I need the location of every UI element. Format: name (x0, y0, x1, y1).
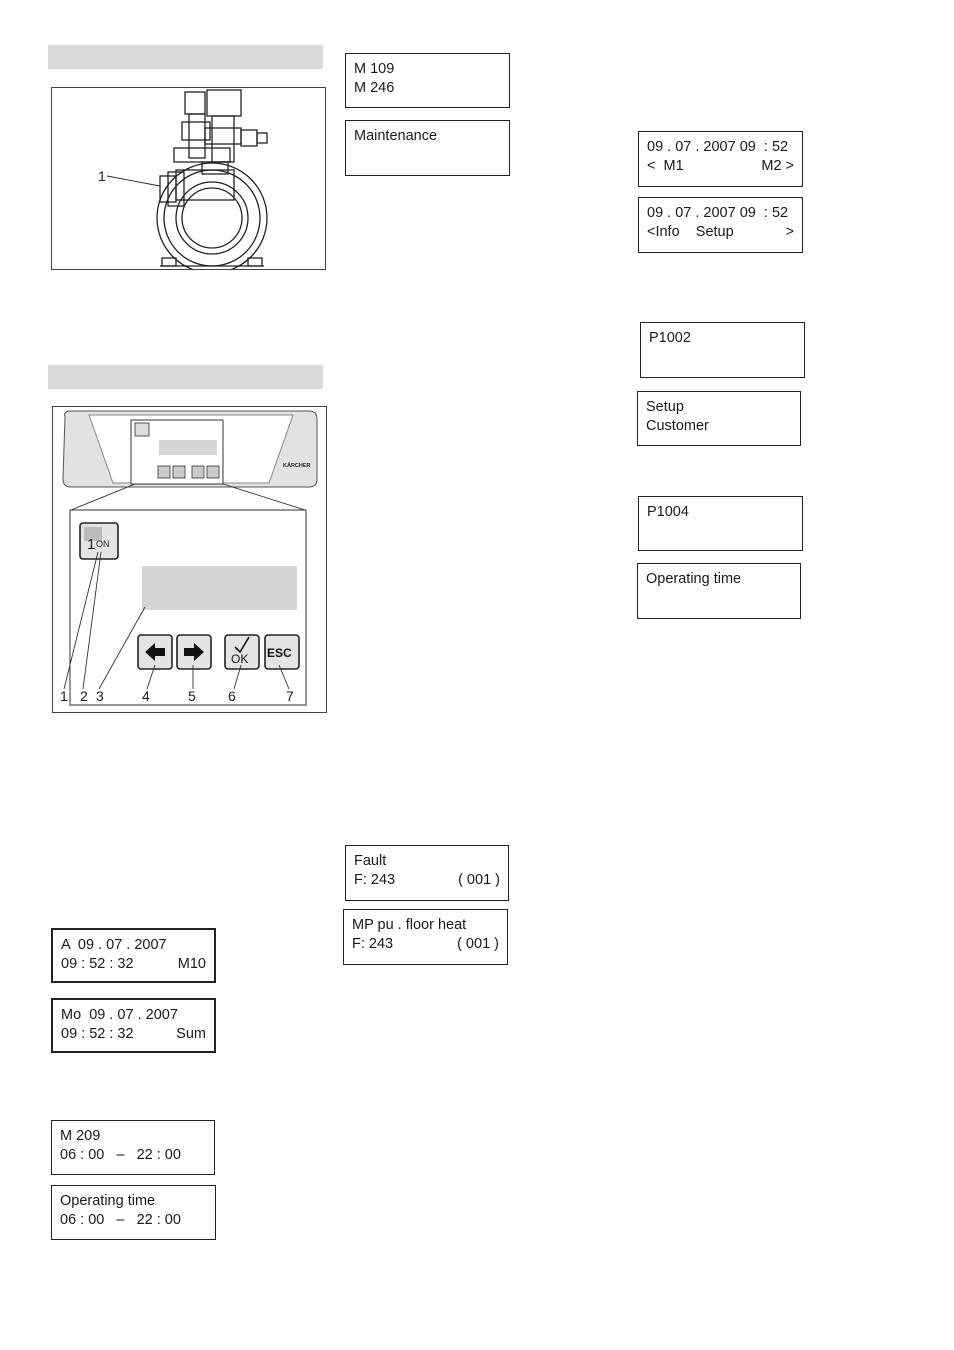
display-p1002: P1002 (640, 322, 805, 378)
control-panel-drawing (53, 407, 326, 712)
callout-5: 5 (188, 688, 196, 704)
display-setup-customer: Setup Customer (637, 391, 801, 446)
ok-key-label: OK (231, 652, 249, 666)
display-operating-time: Operating time (637, 563, 801, 619)
callout-6: 6 (228, 688, 236, 704)
section-header-bar-1 (48, 45, 323, 69)
display-mp-floor-heat: MP pu . floor heat F: 243 ( 001 ) (343, 909, 508, 965)
callout-7: 7 (286, 688, 294, 704)
display-p1004: P1004 (638, 496, 803, 551)
display-m109-m246: M 109 M 246 (345, 53, 510, 108)
callout-3: 3 (96, 688, 104, 704)
display-maintenance: Maintenance (345, 120, 510, 176)
section-header-bar-2 (48, 365, 323, 389)
callout-1: 1 (60, 688, 68, 704)
display-m209: M 209 06 : 00 – 22 : 00 (51, 1120, 215, 1175)
brand-logo: KÄRCHER (283, 463, 311, 469)
display-a-date: A 09 . 07 . 2007 09 : 52 : 32 M10 (51, 928, 216, 983)
pump-drawing (52, 88, 325, 269)
display-date-m1-m2: 09 . 07 . 2007 09 : 52 < M1 M2 > (638, 131, 803, 187)
display-operating-time-range: Operating time 06 : 00 – 22 : 00 (51, 1185, 216, 1240)
esc-key-label: ESC (267, 646, 292, 660)
figure1-callout: 1 (98, 168, 106, 184)
on-key-label: ON (96, 539, 110, 549)
pump-figure (51, 87, 326, 270)
display-date-info-setup: 09 . 07 . 2007 09 : 52 <Info Setup > (638, 197, 803, 253)
display-mo-date: Mo 09 . 07 . 2007 09 : 52 : 32 Sum (51, 998, 216, 1053)
callout-2: 2 (80, 688, 88, 704)
on-key-digit: 1 (87, 536, 96, 553)
display-fault: Fault F: 243 ( 001 ) (345, 845, 509, 901)
control-panel-figure (52, 406, 327, 713)
callout-4: 4 (142, 688, 150, 704)
